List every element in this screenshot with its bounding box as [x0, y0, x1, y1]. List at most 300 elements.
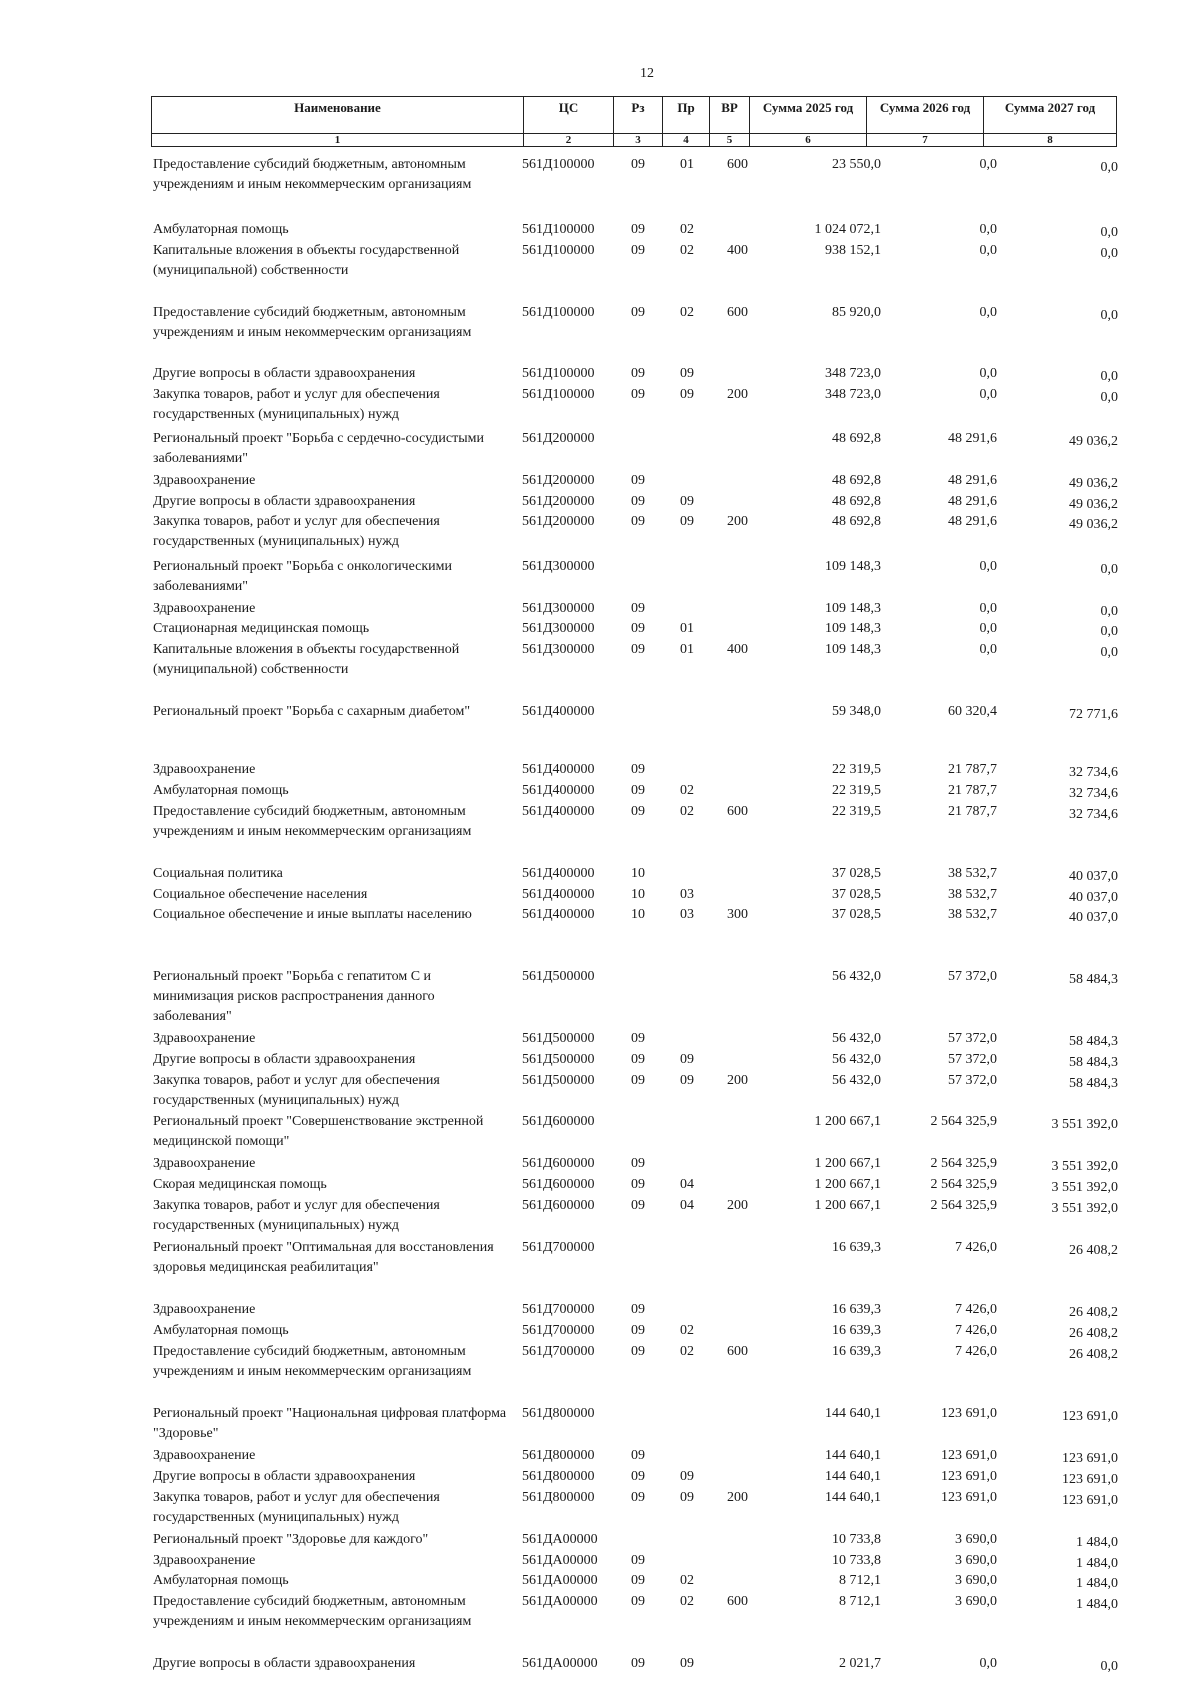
row-cs: 561Д300000	[522, 621, 595, 636]
row-sum-2027: 1 484,0	[1076, 1576, 1118, 1591]
row-sum-2026: 7 426,0	[955, 1302, 997, 1317]
row-sum-2027: 123 691,0	[1062, 1472, 1118, 1487]
row-sum-2026: 0,0	[979, 366, 997, 381]
row-cs: 561Д300000	[522, 601, 595, 616]
row-vr: 200	[727, 1198, 748, 1213]
row-sum-2025: 109 148,3	[825, 621, 881, 636]
col-number: 2	[524, 134, 614, 147]
row-sum-2026: 38 532,7	[948, 866, 997, 881]
row-cs: 561Д500000	[522, 969, 595, 984]
row-name: Другие вопросы в области здравоохранения	[153, 1052, 416, 1067]
row-sum-2025: 56 432,0	[832, 1052, 881, 1067]
row-name: Социальное обеспечение населения	[153, 887, 368, 902]
row-cs: 561Д400000	[522, 887, 595, 902]
row-sum-2026: 0,0	[979, 559, 997, 574]
row-sum-2025: 22 319,5	[832, 762, 881, 777]
row-sum-2027: 0,0	[1100, 562, 1118, 577]
row-cs: 561Д800000	[522, 1448, 595, 1463]
row-cs: 561ДА00000	[522, 1594, 598, 1609]
row-name: Амбулаторная помощь	[153, 1573, 289, 1588]
row-name: Стационарная медицинская помощь	[153, 621, 370, 636]
row-rz: 09	[631, 1156, 645, 1171]
row-cs: 561Д200000	[522, 431, 595, 446]
row-cs: 561ДА00000	[522, 1573, 598, 1588]
row-rz: 09	[631, 157, 645, 172]
row-sum-2027: 1 484,0	[1076, 1535, 1118, 1550]
row-rz: 09	[631, 601, 645, 616]
row-sum-2025: 10 733,8	[832, 1532, 881, 1547]
row-rz: 09	[631, 1573, 645, 1588]
row-pr: 02	[680, 243, 694, 258]
row-sum-2027: 58 484,3	[1069, 1076, 1118, 1091]
row-rz: 09	[631, 1594, 645, 1609]
row-sum-2027: 26 408,2	[1069, 1243, 1118, 1258]
row-pr: 02	[680, 305, 694, 320]
row-sum-2026: 57 372,0	[948, 1073, 997, 1088]
row-cs: 561Д100000	[522, 366, 595, 381]
row-sum-2025: 23 550,0	[832, 157, 881, 172]
row-cs: 561Д400000	[522, 783, 595, 798]
row-rz: 09	[631, 804, 645, 819]
row-cs: 561Д500000	[522, 1073, 595, 1088]
row-cs: 561Д400000	[522, 804, 595, 819]
row-sum-2026: 123 691,0	[941, 1490, 997, 1505]
row-cs: 561Д300000	[522, 642, 595, 657]
row-rz: 09	[631, 1031, 645, 1046]
row-pr: 09	[680, 1469, 694, 1484]
row-rz: 09	[631, 1052, 645, 1067]
row-sum-2026: 2 564 325,9	[930, 1114, 997, 1129]
row-vr: 600	[727, 157, 748, 172]
row-sum-2026: 0,0	[979, 642, 997, 657]
row-name: Другие вопросы в области здравоохранения	[153, 1469, 416, 1484]
row-name: Капитальные вложения в объекты государственной (муниципальной) собственности	[153, 243, 460, 278]
row-name: Здравоохранение	[153, 762, 256, 777]
row-sum-2027: 0,0	[1100, 308, 1118, 323]
row-sum-2026: 21 787,7	[948, 804, 997, 819]
row-sum-2025: 37 028,5	[832, 907, 881, 922]
row-cs: 561Д700000	[522, 1240, 595, 1255]
row-sum-2025: 109 148,3	[825, 601, 881, 616]
row-vr: 600	[727, 305, 748, 320]
row-rz: 09	[631, 1073, 645, 1088]
row-sum-2027: 49 036,2	[1069, 434, 1118, 449]
row-pr: 01	[680, 621, 694, 636]
row-cs: 561Д500000	[522, 1031, 595, 1046]
row-pr: 09	[680, 514, 694, 529]
row-sum-2025: 37 028,5	[832, 887, 881, 902]
row-sum-2026: 7 426,0	[955, 1344, 997, 1359]
row-pr: 02	[680, 1594, 694, 1609]
row-sum-2027: 40 037,0	[1069, 869, 1118, 884]
row-sum-2026: 21 787,7	[948, 762, 997, 777]
row-sum-2026: 48 291,6	[948, 431, 997, 446]
header-sum-2026: Сумма 2026 год	[867, 97, 984, 134]
row-cs: 561Д500000	[522, 1052, 595, 1067]
row-sum-2027: 0,0	[1100, 1659, 1118, 1674]
row-sum-2026: 57 372,0	[948, 969, 997, 984]
row-vr: 400	[727, 243, 748, 258]
row-pr: 09	[680, 494, 694, 509]
row-sum-2027: 26 408,2	[1069, 1347, 1118, 1362]
row-cs: 561Д100000	[522, 243, 595, 258]
row-name: Региональный проект "Совершенствование экстренной медицинской помощи"	[153, 1114, 484, 1149]
row-cs: 561Д700000	[522, 1323, 595, 1338]
row-cs: 561Д700000	[522, 1302, 595, 1317]
row-sum-2026: 0,0	[979, 621, 997, 636]
row-rz: 09	[631, 494, 645, 509]
row-name: Закупка товаров, работ и услуг для обеспечения государственных (муниципальных) нужд	[153, 1198, 440, 1233]
row-name: Предоставление субсидий бюджетным, автономным учреждениям и иным некоммерческим организациям	[153, 305, 472, 340]
row-sum-2027: 0,0	[1100, 160, 1118, 175]
row-sum-2027: 3 551 392,0	[1051, 1180, 1118, 1195]
col-number: 4	[663, 134, 710, 147]
row-name: Закупка товаров, работ и услуг для обеспечения государственных (муниципальных) нужд	[153, 514, 440, 549]
row-sum-2026: 38 532,7	[948, 887, 997, 902]
row-sum-2027: 0,0	[1100, 390, 1118, 405]
header-vr: ВР	[710, 97, 750, 134]
row-pr: 02	[680, 1344, 694, 1359]
row-rz: 10	[631, 866, 645, 881]
row-sum-2027: 49 036,2	[1069, 476, 1118, 491]
row-vr: 200	[727, 1490, 748, 1505]
row-sum-2026: 48 291,6	[948, 514, 997, 529]
row-rz: 09	[631, 1177, 645, 1192]
row-name: Закупка товаров, работ и услуг для обеспечения государственных (муниципальных) нужд	[153, 1073, 440, 1108]
row-sum-2027: 32 734,6	[1069, 765, 1118, 780]
row-name: Региональный проект "Здоровье для каждого"	[153, 1532, 429, 1547]
row-rz: 09	[631, 473, 645, 488]
row-sum-2025: 16 639,3	[832, 1344, 881, 1359]
row-sum-2027: 0,0	[1100, 645, 1118, 660]
row-sum-2026: 0,0	[979, 1656, 997, 1671]
row-sum-2027: 40 037,0	[1069, 910, 1118, 925]
row-cs: 561Д800000	[522, 1469, 595, 1484]
row-rz: 09	[631, 621, 645, 636]
row-cs: 561Д400000	[522, 907, 595, 922]
col-number: 8	[984, 134, 1117, 147]
row-cs: 561Д100000	[522, 305, 595, 320]
row-name: Региональный проект "Оптимальная для восстановления здоровья медицинская реабилитация"	[153, 1240, 494, 1275]
row-vr: 600	[727, 1344, 748, 1359]
row-sum-2025: 8 712,1	[839, 1594, 881, 1609]
row-sum-2027: 0,0	[1100, 246, 1118, 261]
row-sum-2025: 1 200 667,1	[814, 1114, 881, 1129]
row-cs: 561Д800000	[522, 1406, 595, 1421]
row-sum-2026: 123 691,0	[941, 1406, 997, 1421]
row-cs: 561Д600000	[522, 1198, 595, 1213]
row-name: Здравоохранение	[153, 601, 256, 616]
row-pr: 01	[680, 157, 694, 172]
row-sum-2027: 123 691,0	[1062, 1493, 1118, 1508]
header-pr: Пр	[663, 97, 710, 134]
row-sum-2026: 0,0	[979, 601, 997, 616]
row-rz: 09	[631, 762, 645, 777]
row-pr: 01	[680, 642, 694, 657]
row-cs: 561Д300000	[522, 559, 595, 574]
row-sum-2025: 144 640,1	[825, 1448, 881, 1463]
row-sum-2026: 48 291,6	[948, 473, 997, 488]
row-sum-2025: 85 920,0	[832, 305, 881, 320]
row-name: Предоставление субсидий бюджетным, автономным учреждениям и иным некоммерческим организациям	[153, 1594, 472, 1629]
row-name: Скорая медицинская помощь	[153, 1177, 327, 1192]
row-sum-2025: 1 200 667,1	[814, 1156, 881, 1171]
row-name: Предоставление субсидий бюджетным, автономным учреждениям и иным некоммерческим организациям	[153, 804, 472, 839]
row-pr: 02	[680, 222, 694, 237]
row-rz: 09	[631, 1302, 645, 1317]
row-sum-2025: 144 640,1	[825, 1490, 881, 1505]
row-sum-2026: 57 372,0	[948, 1031, 997, 1046]
row-sum-2025: 348 723,0	[825, 366, 881, 381]
row-sum-2025: 59 348,0	[832, 704, 881, 719]
row-sum-2026: 0,0	[979, 387, 997, 402]
row-cs: 561Д600000	[522, 1114, 595, 1129]
row-cs: 561Д600000	[522, 1177, 595, 1192]
row-name: Региональный проект "Борьба с сахарным диабетом"	[153, 704, 471, 719]
header-cs: ЦС	[524, 97, 614, 134]
row-name: Региональный проект "Борьба с онкологическими заболеваниями"	[153, 559, 453, 594]
row-name: Капитальные вложения в объекты государственной (муниципальной) собственности	[153, 642, 460, 677]
row-sum-2025: 48 692,8	[832, 473, 881, 488]
row-sum-2027: 1 484,0	[1076, 1597, 1118, 1612]
row-sum-2027: 0,0	[1100, 604, 1118, 619]
row-sum-2026: 0,0	[979, 243, 997, 258]
row-sum-2026: 7 426,0	[955, 1323, 997, 1338]
row-sum-2025: 56 432,0	[832, 1073, 881, 1088]
row-vr: 600	[727, 804, 748, 819]
row-name: Здравоохранение	[153, 1302, 256, 1317]
row-sum-2025: 8 712,1	[839, 1573, 881, 1588]
row-sum-2025: 1 200 667,1	[814, 1177, 881, 1192]
row-name: Другие вопросы в области здравоохранения	[153, 1656, 416, 1671]
row-sum-2026: 123 691,0	[941, 1469, 997, 1484]
row-sum-2025: 48 692,8	[832, 514, 881, 529]
header-sum-2025: Сумма 2025 год	[750, 97, 867, 134]
row-rz: 09	[631, 1656, 645, 1671]
row-cs: 561Д200000	[522, 514, 595, 529]
row-name: Предоставление субсидий бюджетным, автономным учреждениям и иным некоммерческим организациям	[153, 1344, 472, 1379]
row-sum-2025: 1 024 072,1	[814, 222, 881, 237]
row-rz: 09	[631, 1323, 645, 1338]
row-name: Другие вопросы в области здравоохранения	[153, 366, 416, 381]
row-pr: 04	[680, 1177, 694, 1192]
row-sum-2027: 0,0	[1100, 225, 1118, 240]
row-rz: 09	[631, 1490, 645, 1505]
row-name: Социальная политика	[153, 866, 283, 881]
row-sum-2027: 58 484,3	[1069, 972, 1118, 987]
row-sum-2025: 22 319,5	[832, 804, 881, 819]
row-cs: 561Д100000	[522, 157, 595, 172]
row-sum-2027: 3 551 392,0	[1051, 1159, 1118, 1174]
row-rz: 09	[631, 642, 645, 657]
row-name: Другие вопросы в области здравоохранения	[153, 494, 416, 509]
row-sum-2025: 16 639,3	[832, 1323, 881, 1338]
row-rz: 09	[631, 222, 645, 237]
row-sum-2026: 0,0	[979, 305, 997, 320]
row-cs: 561Д100000	[522, 387, 595, 402]
row-rz: 09	[631, 387, 645, 402]
row-cs: 561Д600000	[522, 1156, 595, 1171]
col-number: 1	[152, 134, 524, 147]
row-cs: 561Д400000	[522, 704, 595, 719]
table-header	[151, 96, 1117, 147]
row-pr: 04	[680, 1198, 694, 1213]
row-sum-2027: 58 484,3	[1069, 1034, 1118, 1049]
row-pr: 03	[680, 887, 694, 902]
row-sum-2026: 2 564 325,9	[930, 1198, 997, 1213]
row-sum-2026: 3 690,0	[955, 1532, 997, 1547]
row-sum-2025: 109 148,3	[825, 642, 881, 657]
row-rz: 10	[631, 907, 645, 922]
row-sum-2025: 22 319,5	[832, 783, 881, 798]
row-cs: 561Д100000	[522, 222, 595, 237]
row-sum-2027: 49 036,2	[1069, 517, 1118, 532]
row-sum-2025: 144 640,1	[825, 1469, 881, 1484]
row-sum-2027: 0,0	[1100, 624, 1118, 639]
row-pr: 02	[680, 1573, 694, 1588]
row-pr: 09	[680, 1656, 694, 1671]
header-sum-2027: Сумма 2027 год	[984, 97, 1117, 134]
row-sum-2026: 7 426,0	[955, 1240, 997, 1255]
row-pr: 09	[680, 1073, 694, 1088]
row-cs: 561Д400000	[522, 762, 595, 777]
row-vr: 600	[727, 1594, 748, 1609]
row-sum-2026: 0,0	[979, 222, 997, 237]
header-name: Наименование	[152, 97, 524, 134]
row-sum-2027: 40 037,0	[1069, 890, 1118, 905]
row-sum-2027: 32 734,6	[1069, 807, 1118, 822]
row-name: Здравоохранение	[153, 1031, 256, 1046]
row-sum-2026: 38 532,7	[948, 907, 997, 922]
row-sum-2025: 348 723,0	[825, 387, 881, 402]
row-sum-2025: 938 152,1	[825, 243, 881, 258]
row-pr: 09	[680, 1490, 694, 1505]
row-sum-2025: 56 432,0	[832, 1031, 881, 1046]
col-number: 5	[710, 134, 750, 147]
row-name: Здравоохранение	[153, 1553, 256, 1568]
row-rz: 09	[631, 1198, 645, 1213]
row-sum-2027: 0,0	[1100, 369, 1118, 384]
row-cs: 561Д800000	[522, 1490, 595, 1505]
row-rz: 09	[631, 243, 645, 258]
row-sum-2026: 60 320,4	[948, 704, 997, 719]
row-sum-2027: 72 771,6	[1069, 707, 1118, 722]
row-vr: 200	[727, 387, 748, 402]
header-rz: Рз	[614, 97, 663, 134]
row-sum-2025: 48 692,8	[832, 431, 881, 446]
row-sum-2025: 37 028,5	[832, 866, 881, 881]
row-sum-2026: 21 787,7	[948, 783, 997, 798]
row-sum-2027: 26 408,2	[1069, 1326, 1118, 1341]
row-sum-2025: 48 692,8	[832, 494, 881, 509]
row-rz: 09	[631, 514, 645, 529]
row-name: Здравоохранение	[153, 473, 256, 488]
row-sum-2027: 32 734,6	[1069, 786, 1118, 801]
row-name: Закупка товаров, работ и услуг для обеспечения государственных (муниципальных) нужд	[153, 1490, 440, 1525]
row-rz: 09	[631, 366, 645, 381]
row-sum-2027: 123 691,0	[1062, 1451, 1118, 1466]
row-name: Региональный проект "Борьба с сердечно-сосудистыми заболеваниями"	[153, 431, 484, 466]
row-name: Предоставление субсидий бюджетным, автономным учреждениям и иным некоммерческим организациям	[153, 157, 472, 192]
row-pr: 09	[680, 1052, 694, 1067]
row-name: Амбулаторная помощь	[153, 222, 289, 237]
row-rz: 10	[631, 887, 645, 902]
row-cs: 561Д200000	[522, 494, 595, 509]
row-cs: 561ДА00000	[522, 1656, 598, 1671]
row-name: Социальное обеспечение и иные выплаты населению	[153, 907, 472, 922]
row-rz: 09	[631, 783, 645, 798]
row-sum-2026: 3 690,0	[955, 1594, 997, 1609]
row-sum-2025: 10 733,8	[832, 1553, 881, 1568]
row-sum-2025: 144 640,1	[825, 1406, 881, 1421]
row-sum-2026: 0,0	[979, 157, 997, 172]
row-rz: 09	[631, 1448, 645, 1463]
row-name: Закупка товаров, работ и услуг для обеспечения государственных (муниципальных) нужд	[153, 387, 440, 422]
row-sum-2027: 3 551 392,0	[1051, 1201, 1118, 1216]
row-sum-2026: 123 691,0	[941, 1448, 997, 1463]
row-sum-2027: 1 484,0	[1076, 1556, 1118, 1571]
row-sum-2025: 56 432,0	[832, 969, 881, 984]
row-sum-2026: 3 690,0	[955, 1573, 997, 1588]
row-name: Региональный проект "Борьба с гепатитом С и минимизация рисков распространения данного заболевания"	[153, 969, 435, 1024]
row-pr: 09	[680, 387, 694, 402]
row-sum-2026: 2 564 325,9	[930, 1177, 997, 1192]
row-pr: 09	[680, 366, 694, 381]
row-sum-2025: 109 148,3	[825, 559, 881, 574]
row-sum-2025: 2 021,7	[839, 1656, 881, 1671]
page-number: 12	[640, 66, 654, 81]
row-rz: 09	[631, 1344, 645, 1359]
row-name: Региональный проект "Национальная цифровая платформа "Здоровье"	[153, 1406, 507, 1441]
row-sum-2026: 3 690,0	[955, 1553, 997, 1568]
row-pr: 02	[680, 1323, 694, 1338]
col-number: 6	[750, 134, 867, 147]
row-rz: 09	[631, 1553, 645, 1568]
row-name: Здравоохранение	[153, 1156, 256, 1171]
row-sum-2025: 16 639,3	[832, 1240, 881, 1255]
row-sum-2026: 57 372,0	[948, 1052, 997, 1067]
row-cs: 561Д700000	[522, 1344, 595, 1359]
row-pr: 02	[680, 804, 694, 819]
row-cs: 561ДА00000	[522, 1553, 598, 1568]
row-sum-2027: 123 691,0	[1062, 1409, 1118, 1424]
row-vr: 200	[727, 514, 748, 529]
row-sum-2025: 1 200 667,1	[814, 1198, 881, 1213]
row-sum-2027: 3 551 392,0	[1051, 1117, 1118, 1132]
row-pr: 02	[680, 783, 694, 798]
row-rz: 09	[631, 1469, 645, 1484]
col-number: 7	[867, 134, 984, 147]
row-cs: 561Д400000	[522, 866, 595, 881]
row-name: Амбулаторная помощь	[153, 783, 289, 798]
row-sum-2027: 58 484,3	[1069, 1055, 1118, 1070]
col-number: 3	[614, 134, 663, 147]
row-vr: 300	[727, 907, 748, 922]
row-sum-2027: 26 408,2	[1069, 1305, 1118, 1320]
row-sum-2026: 2 564 325,9	[930, 1156, 997, 1171]
row-sum-2026: 48 291,6	[948, 494, 997, 509]
row-sum-2025: 16 639,3	[832, 1302, 881, 1317]
row-pr: 03	[680, 907, 694, 922]
row-rz: 09	[631, 305, 645, 320]
row-vr: 400	[727, 642, 748, 657]
row-cs: 561ДА00000	[522, 1532, 598, 1547]
row-name: Здравоохранение	[153, 1448, 256, 1463]
row-cs: 561Д200000	[522, 473, 595, 488]
row-name: Амбулаторная помощь	[153, 1323, 289, 1338]
row-sum-2027: 49 036,2	[1069, 497, 1118, 512]
row-vr: 200	[727, 1073, 748, 1088]
